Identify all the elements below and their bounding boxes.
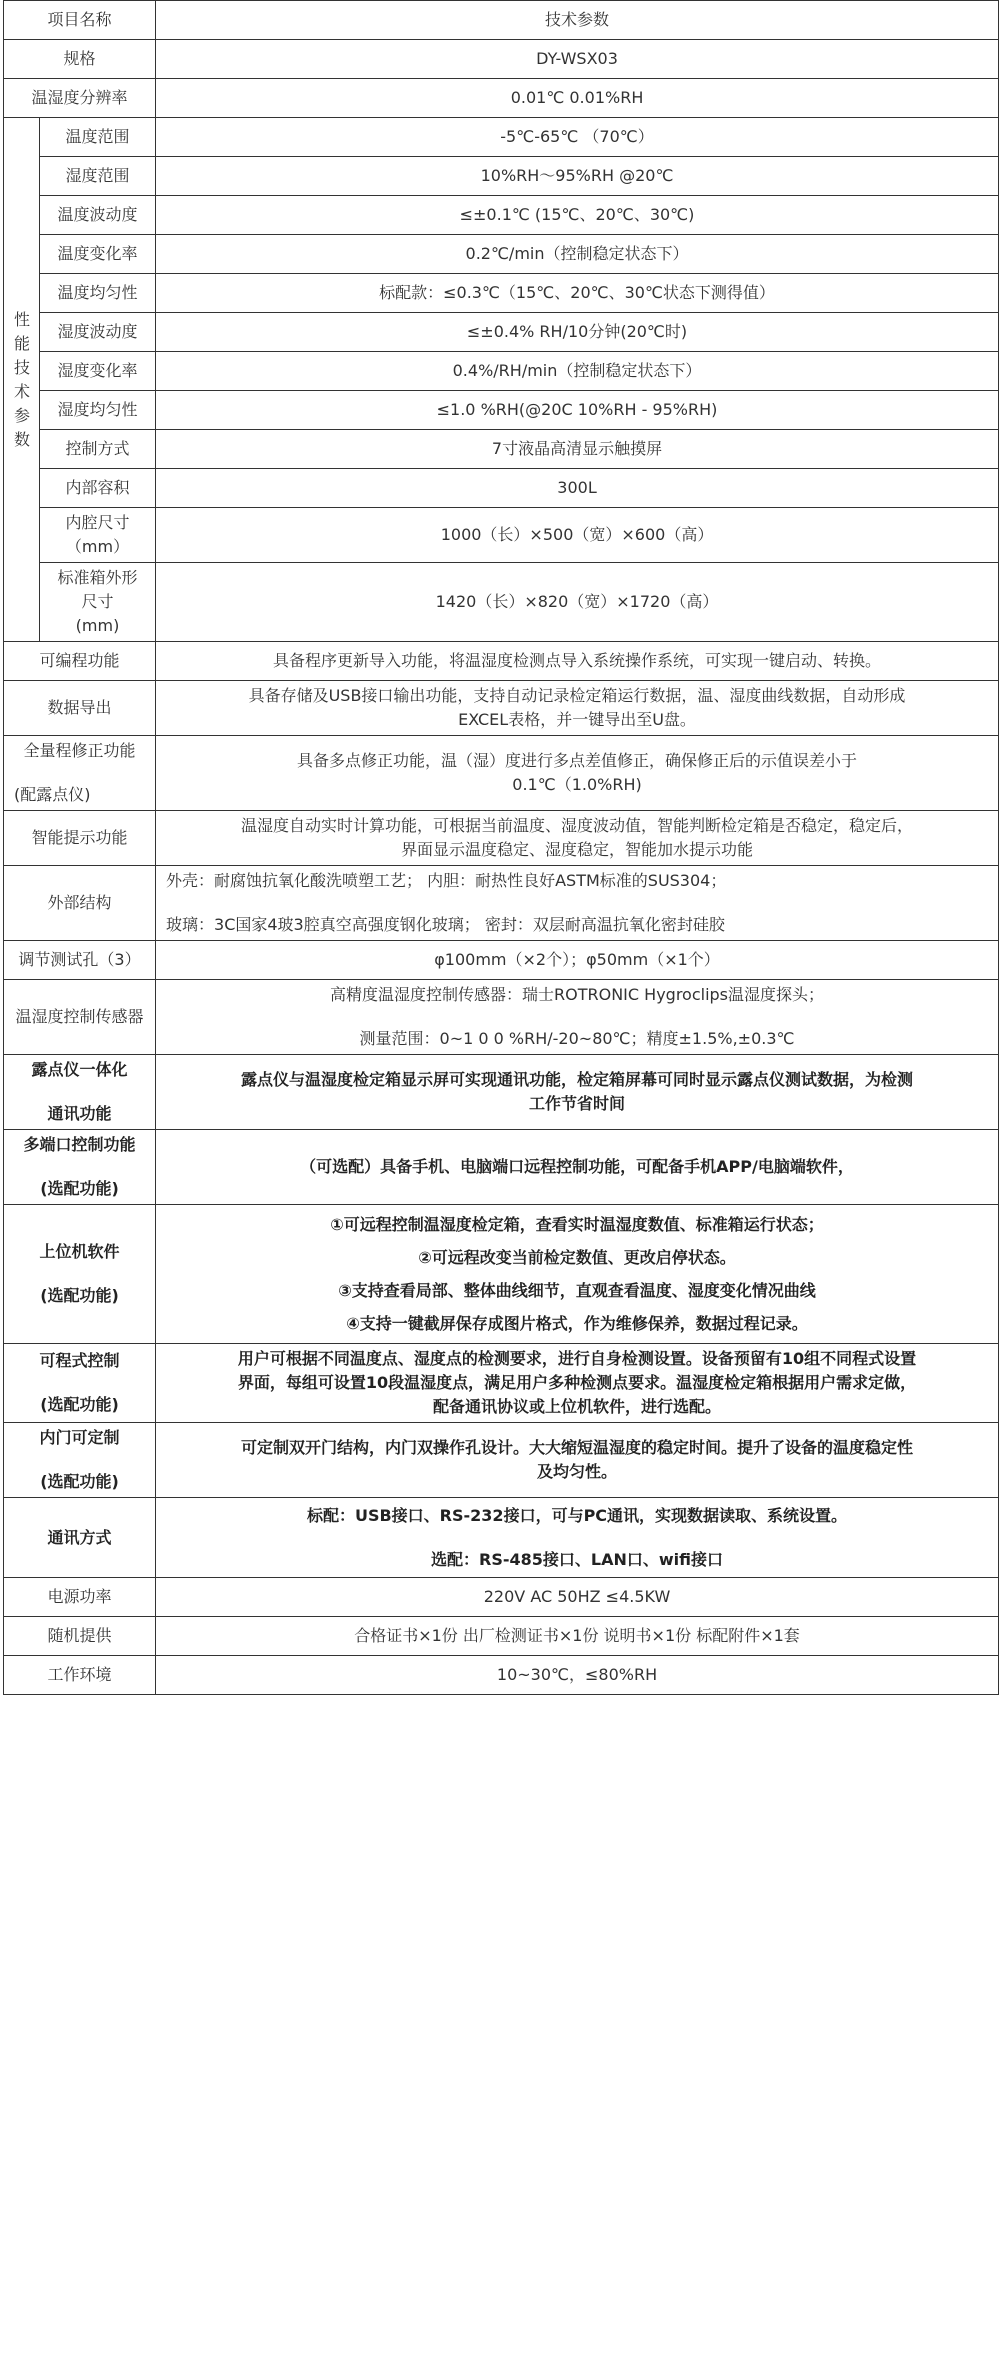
row-name bbox=[4, 1344, 156, 1423]
row-name: 电源功率 bbox=[4, 1578, 156, 1617]
row-value bbox=[156, 811, 999, 866]
table-row bbox=[4, 40, 999, 79]
section-label-line: 术 bbox=[14, 381, 31, 401]
row-name-line: 可程式控制 bbox=[39, 1351, 120, 1370]
table-row bbox=[4, 1205, 999, 1344]
row-name bbox=[4, 1423, 156, 1498]
row-value: ≤±0.4% RH/10分钟(20℃时) bbox=[156, 313, 999, 352]
table-row bbox=[4, 563, 999, 642]
table-row bbox=[4, 1617, 999, 1656]
table-row bbox=[4, 1130, 999, 1205]
row-value: φ100mm（×2个）；φ50mm（×1个） bbox=[156, 941, 999, 980]
row-name bbox=[4, 736, 156, 811]
row-value: 标配款：≤0.3℃（15℃、20℃、30℃状态下测得值） bbox=[156, 274, 999, 313]
row-value bbox=[156, 1423, 999, 1498]
table-row bbox=[4, 736, 999, 811]
row-name: 调节测试孔（3） bbox=[4, 941, 156, 980]
row-name bbox=[4, 1055, 156, 1130]
table-row bbox=[4, 1344, 999, 1423]
row-value-line: ④支持一键截屏保存成图片格式，作为维修保养，数据过程记录。 bbox=[346, 1314, 808, 1333]
row-value-line: 具备多点修正功能，温（湿）度进行多点差值修正，确保修正后的示值误差小于 bbox=[297, 751, 858, 770]
row-name bbox=[40, 563, 156, 642]
table-row bbox=[4, 391, 999, 430]
row-value-line: ③支持查看局部、整体曲线细节，直观查看温度、湿度变化情况曲线 bbox=[338, 1281, 816, 1300]
row-value bbox=[156, 866, 999, 941]
row-name-line: 标准箱外形尺寸 bbox=[57, 568, 138, 611]
row-name: 湿度波动度 bbox=[40, 313, 156, 352]
table-row bbox=[4, 941, 999, 980]
row-name: 规格 bbox=[4, 40, 156, 79]
table-header-row bbox=[4, 1, 999, 40]
row-value: ≤±0.1℃ (15℃、20℃、30℃) bbox=[156, 196, 999, 235]
row-value-line: ①可远程控制温湿度检定箱，查看实时温湿度数值、标准箱运行状态； bbox=[330, 1215, 824, 1234]
row-value bbox=[156, 1205, 999, 1344]
row-name-line: (选配功能) bbox=[40, 1395, 119, 1414]
spec-table bbox=[3, 0, 999, 1695]
row-name: 工作环境 bbox=[4, 1656, 156, 1695]
table-row bbox=[4, 980, 999, 1055]
row-value-line: 外壳：耐腐蚀抗氧化酸洗喷塑工艺； 内胆：耐热性良好ASTM标准的SUS304； bbox=[166, 871, 727, 890]
table-row bbox=[4, 508, 999, 563]
row-name: 可编程功能 bbox=[4, 642, 156, 681]
row-name: 外部结构 bbox=[4, 866, 156, 941]
row-value: 10%RH～95%RH @20℃ bbox=[156, 157, 999, 196]
row-value-line: EXCEL表格，并一键导出至U盘。 bbox=[458, 710, 696, 729]
row-name: 温度变化率 bbox=[40, 235, 156, 274]
row-name-line: 通讯功能 bbox=[47, 1104, 112, 1123]
row-value-line: 玻璃：3C国家4玻3腔真空高强度钢化玻璃； 密封：双层耐高温抗氧化密封硅胶 bbox=[166, 915, 725, 934]
row-value: （可选配）具备手机、电脑端口远程控制功能，可配备手机APP/电脑端软件， bbox=[156, 1130, 999, 1205]
performance-section-label bbox=[4, 118, 40, 642]
row-value: 1420（长）×820（宽）×1720（高） bbox=[156, 563, 999, 642]
row-value bbox=[156, 1344, 999, 1423]
row-name: 控制方式 bbox=[40, 430, 156, 469]
row-name-line: (配露点仪) bbox=[14, 785, 91, 804]
row-value: 220V AC 50HZ ≤4.5KW bbox=[156, 1578, 999, 1617]
table-row bbox=[4, 469, 999, 508]
row-name: 内部容积 bbox=[40, 469, 156, 508]
section-label-line: 性 bbox=[14, 309, 31, 329]
table-row bbox=[4, 1578, 999, 1617]
row-name-line: (选配功能) bbox=[40, 1286, 119, 1305]
row-value-line: 可定制双开门结构，内门双操作孔设计。大大缩短温湿度的稳定时间。提升了设备的温度稳定性 bbox=[241, 1438, 914, 1457]
row-value-line: 用户可根据不同温度点、湿度点的检测要求，进行自身检测设置。设备预留有10组不同程式设置 bbox=[237, 1349, 917, 1368]
table-row bbox=[4, 196, 999, 235]
row-value-line: 具备存储及USB接口输出功能，支持自动记录检定箱运行数据，温、湿度曲线数据，自动形成 bbox=[248, 686, 906, 705]
row-value: 1000（长）×500（宽）×600（高） bbox=[156, 508, 999, 563]
table-row bbox=[4, 430, 999, 469]
row-value-line: 界面显示温度稳定、湿度稳定，智能加水提示功能 bbox=[401, 840, 754, 859]
row-value: 0.2℃/min（控制稳定状态下） bbox=[156, 235, 999, 274]
row-name-line: 全量程修正功能 bbox=[23, 741, 136, 760]
row-name: 智能提示功能 bbox=[4, 811, 156, 866]
row-value-line: 配备通讯协议或上位机软件，进行选配。 bbox=[433, 1397, 722, 1416]
row-name-line: 露点仪一体化 bbox=[31, 1060, 128, 1079]
row-value-line: 标配：USB接口、RS-232接口，可与PC通讯，实现数据读取、系统设置。 bbox=[306, 1505, 848, 1525]
table-row bbox=[4, 642, 999, 681]
row-name-line: 上位机软件 bbox=[39, 1242, 120, 1261]
table-row bbox=[4, 352, 999, 391]
row-name bbox=[4, 1130, 156, 1205]
row-name: 温湿度控制传感器 bbox=[4, 980, 156, 1055]
row-value bbox=[156, 681, 999, 736]
row-value-line: 工作节省时间 bbox=[529, 1094, 626, 1113]
row-value: 10~30℃，≤80%RH bbox=[156, 1656, 999, 1695]
section-label-line: 参 bbox=[14, 405, 31, 425]
row-name-line: (选配功能) bbox=[40, 1472, 119, 1491]
table-row bbox=[4, 811, 999, 866]
row-value-line: ②可远程改变当前检定数值、更改启停状态。 bbox=[418, 1248, 736, 1267]
row-value: ≤1.0 %RH(@20C 10%RH - 95%RH) bbox=[156, 391, 999, 430]
row-value: 300L bbox=[156, 469, 999, 508]
row-name: 湿度均匀性 bbox=[40, 391, 156, 430]
row-value: DY-WSX03 bbox=[156, 40, 999, 79]
table-row bbox=[4, 1055, 999, 1130]
table-row bbox=[4, 1656, 999, 1695]
section-label-line: 能技 bbox=[14, 333, 31, 377]
row-value: 0.01℃ 0.01%RH bbox=[156, 79, 999, 118]
row-value bbox=[156, 1498, 999, 1578]
row-value: 具备程序更新导入功能，将温湿度检测点导入系统操作系统，可实现一键启动、转换。 bbox=[156, 642, 999, 681]
row-value-line: 温湿度自动实时计算功能，可根据当前温度、湿度波动值，智能判断检定箱是否稳定，稳定后， bbox=[241, 816, 914, 835]
header-name-cell: 项目名称 bbox=[4, 1, 156, 40]
row-name: 湿度变化率 bbox=[40, 352, 156, 391]
row-value: 7寸液晶高清显示触摸屏 bbox=[156, 430, 999, 469]
row-name-line: (选配功能) bbox=[40, 1179, 119, 1198]
row-value-line: 高精度温湿度控制传感器：瑞士ROTRONIC Hygroclips温湿度探头； bbox=[330, 985, 825, 1004]
table-row bbox=[4, 313, 999, 352]
table-row bbox=[4, 681, 999, 736]
table-row bbox=[4, 274, 999, 313]
row-value: 合格证书×1份 出厂检测证书×1份 说明书×1份 标配附件×1套 bbox=[156, 1617, 999, 1656]
header-value-cell: 技术参数 bbox=[156, 1, 999, 40]
row-value-line: 测量范围：0~1 0 0 %RH/-20~80℃；精度±1.5%,±0.3℃ bbox=[359, 1029, 795, 1048]
section-label-line: 数 bbox=[14, 429, 31, 449]
row-value-line: 露点仪与温湿度检定箱显示屏可实现通讯功能，检定箱屏幕可同时显示露点仪测试数据，为检测 bbox=[241, 1070, 914, 1089]
row-name: 湿度范围 bbox=[40, 157, 156, 196]
row-name: 通讯方式 bbox=[4, 1498, 156, 1578]
row-name: 温度范围 bbox=[40, 118, 156, 157]
table-row bbox=[4, 1498, 999, 1578]
table-row bbox=[4, 235, 999, 274]
row-name-line: 内门可定制 bbox=[39, 1428, 120, 1447]
row-value bbox=[156, 980, 999, 1055]
table-row bbox=[4, 79, 999, 118]
table-row bbox=[4, 157, 999, 196]
row-value-line: 0.1℃（1.0%RH) bbox=[512, 775, 642, 794]
row-value bbox=[156, 736, 999, 811]
row-value: 0.4%/RH/min（控制稳定状态下） bbox=[156, 352, 999, 391]
row-name: 温湿度分辨率 bbox=[4, 79, 156, 118]
row-value bbox=[156, 1055, 999, 1130]
row-name: 内腔尺寸（mm） bbox=[40, 508, 156, 563]
row-value-line: 选配：RS-485接口、LAN口、wifi接口 bbox=[431, 1549, 723, 1569]
row-value-line: 及均匀性。 bbox=[537, 1462, 618, 1481]
row-name: 随机提供 bbox=[4, 1617, 156, 1656]
row-name: 数据导出 bbox=[4, 681, 156, 736]
row-name: 温度均匀性 bbox=[40, 274, 156, 313]
row-value: -5℃-65℃ （70℃） bbox=[156, 118, 999, 157]
table-row bbox=[4, 1423, 999, 1498]
row-name: 温度波动度 bbox=[40, 196, 156, 235]
row-value-line: 界面，每组可设置10段温湿度点，满足用户多种检测点要求。温湿度检定箱根据用户需求定做， bbox=[237, 1373, 917, 1392]
table-row bbox=[4, 866, 999, 941]
row-name-line: (mm) bbox=[75, 616, 120, 635]
table-row bbox=[4, 118, 999, 157]
row-name bbox=[4, 1205, 156, 1344]
row-name-line: 多端口控制功能 bbox=[23, 1135, 136, 1154]
